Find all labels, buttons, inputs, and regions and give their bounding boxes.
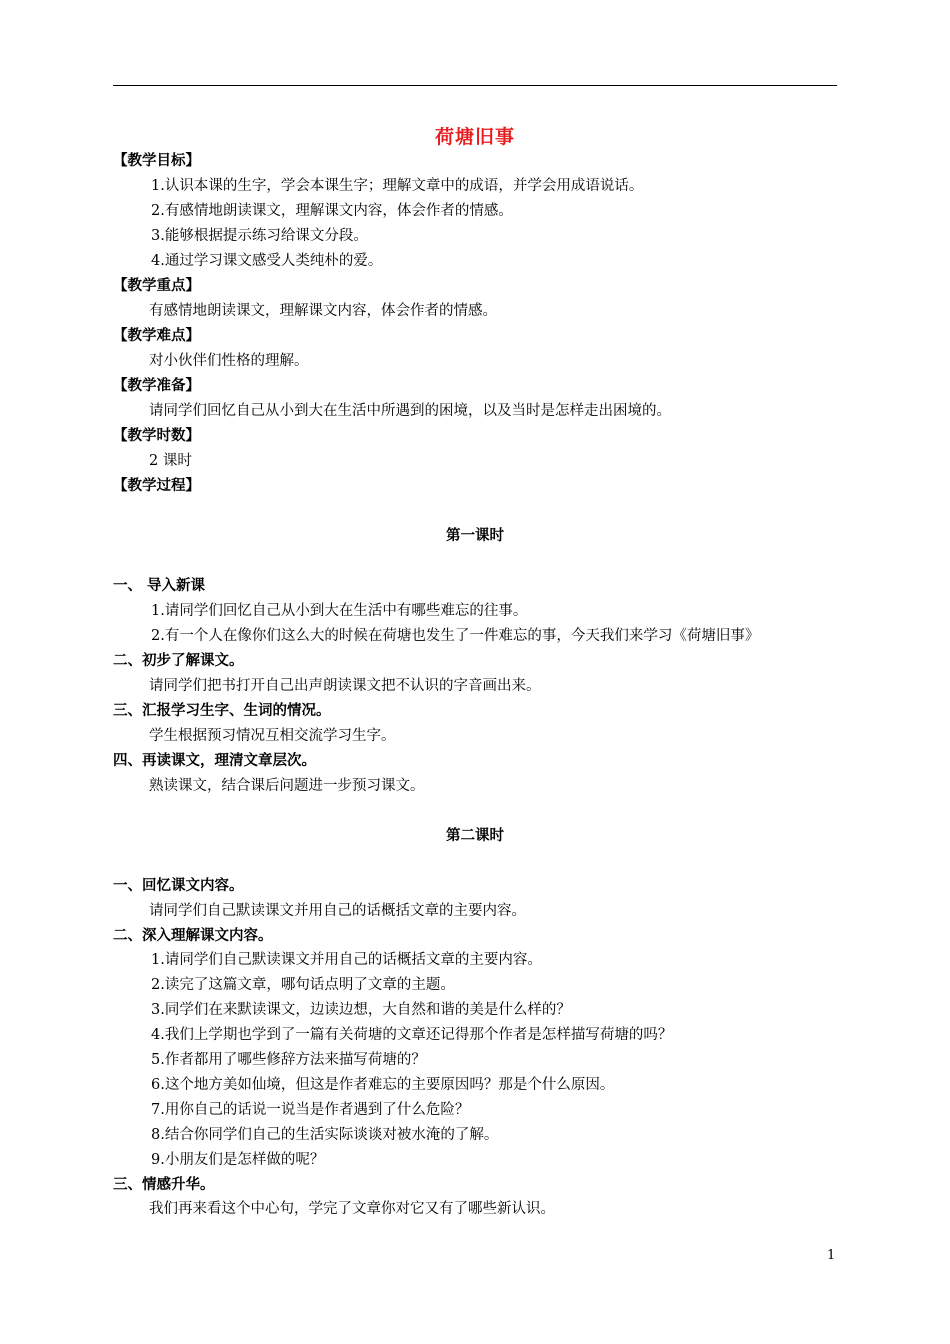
lesson2-section2-item: 4.我们上学期也学到了一篇有关荷塘的文章还记得那个作者是怎样描写荷塘的吗？ (151, 1027, 673, 1043)
lesson2-section2-item: 7.用你自己的话说一说当是作者遇到了什么危险？ (151, 1102, 470, 1118)
lesson1-section4-heading: 四、再读课文，理清文章层次。 (113, 753, 316, 769)
difficulties-text: 对小伙伴们性格的理解。 (149, 353, 309, 369)
lesson2-section3-heading: 三、情感升华。 (113, 1177, 215, 1193)
lesson2-section2-item: 2.读完了这篇文章，哪句话点明了文章的主题。 (151, 977, 455, 993)
goal-item: 3.能够根据提示练习给课文分段。 (151, 228, 368, 244)
page-number: 1 (827, 1248, 836, 1263)
hours-heading: 【教学时数】 (113, 428, 200, 444)
process-heading: 【教学过程】 (113, 478, 200, 494)
lesson2-section2-item: 1.请同学们自己默读课文并用自己的话概括文章的主要内容。 (151, 952, 542, 968)
lesson1-section2-heading: 二、初步了解课文。 (113, 653, 244, 669)
lesson2-section2-item: 8.结合你同学们自己的生活实际谈谈对被水淹的了解。 (151, 1127, 499, 1143)
document-title: 荷塘旧事 (434, 126, 515, 148)
lesson-one-title: 第一课时 (446, 528, 504, 544)
lesson2-section1-text: 请同学们自己默读课文并用自己的话概括文章的主要内容。 (149, 903, 526, 919)
preparation-text: 请同学们回忆自己从小到大在生活中所遇到的困境，以及当时是怎样走出困境的。 (149, 403, 671, 419)
lesson2-section2-item: 9.小朋友们是怎样做的呢？ (151, 1152, 325, 1168)
lesson2-section3-text: 我们再来看这个中心句，学完了文章你对它又有了哪些新认识。 (149, 1201, 555, 1217)
lesson1-section3-heading: 三、汇报学习生字、生词的情况。 (113, 703, 331, 719)
lesson1-section3-text: 学生根据预习情况互相交流学习生字。 (149, 728, 396, 744)
lesson2-section2-item: 3.同学们在来默读课文，边读边想，大自然和谐的美是什么样的？ (151, 1002, 571, 1018)
difficulties-heading: 【教学难点】 (113, 328, 200, 344)
goal-item: 1.认识本课的生字，学会本课生字；理解文章中的成语，并学会用成语说话。 (151, 178, 644, 194)
lesson1-section1-item: 1.请同学们回忆自己从小到大在生活中有哪些难忘的往事。 (151, 603, 528, 619)
header-rule (113, 85, 837, 86)
hours-text: 2 课时 (149, 453, 192, 469)
lesson2-section2-item: 6.这个地方美如仙境，但这是作者难忘的主要原因吗？那是个什么原因。 (151, 1077, 615, 1093)
lesson1-section1-item: 2.有一个人在像你们这么大的时候在荷塘也发生了一件难忘的事，今天我们来学习《荷塘旧事》 (151, 628, 760, 644)
goal-item: 4.通过学习课文感受人类纯朴的爱。 (151, 253, 383, 269)
lesson2-section2-item: 5.作者都用了哪些修辞方法来描写荷塘的？ (151, 1052, 426, 1068)
lesson-two-title: 第二课时 (446, 828, 504, 844)
teaching-goals-heading: 【教学目标】 (113, 153, 200, 169)
key-points-text: 有感情地朗读课文，理解课文内容，体会作者的情感。 (149, 303, 497, 319)
preparation-heading: 【教学准备】 (113, 378, 200, 394)
lesson2-section2-heading: 二、深入理解课文内容。 (113, 928, 273, 944)
lesson2-section1-heading: 一、回忆课文内容。 (113, 878, 244, 894)
lesson1-section1-heading: 一、 导入新课 (113, 578, 206, 594)
lesson1-section4-text: 熟读课文，结合课后问题进一步预习课文。 (149, 778, 425, 794)
key-points-heading: 【教学重点】 (113, 278, 200, 294)
lesson1-section2-text: 请同学们把书打开自己出声朗读课文把不认识的字音画出来。 (149, 678, 541, 694)
goal-item: 2.有感情地朗读课文，理解课文内容，体会作者的情感。 (151, 203, 513, 219)
